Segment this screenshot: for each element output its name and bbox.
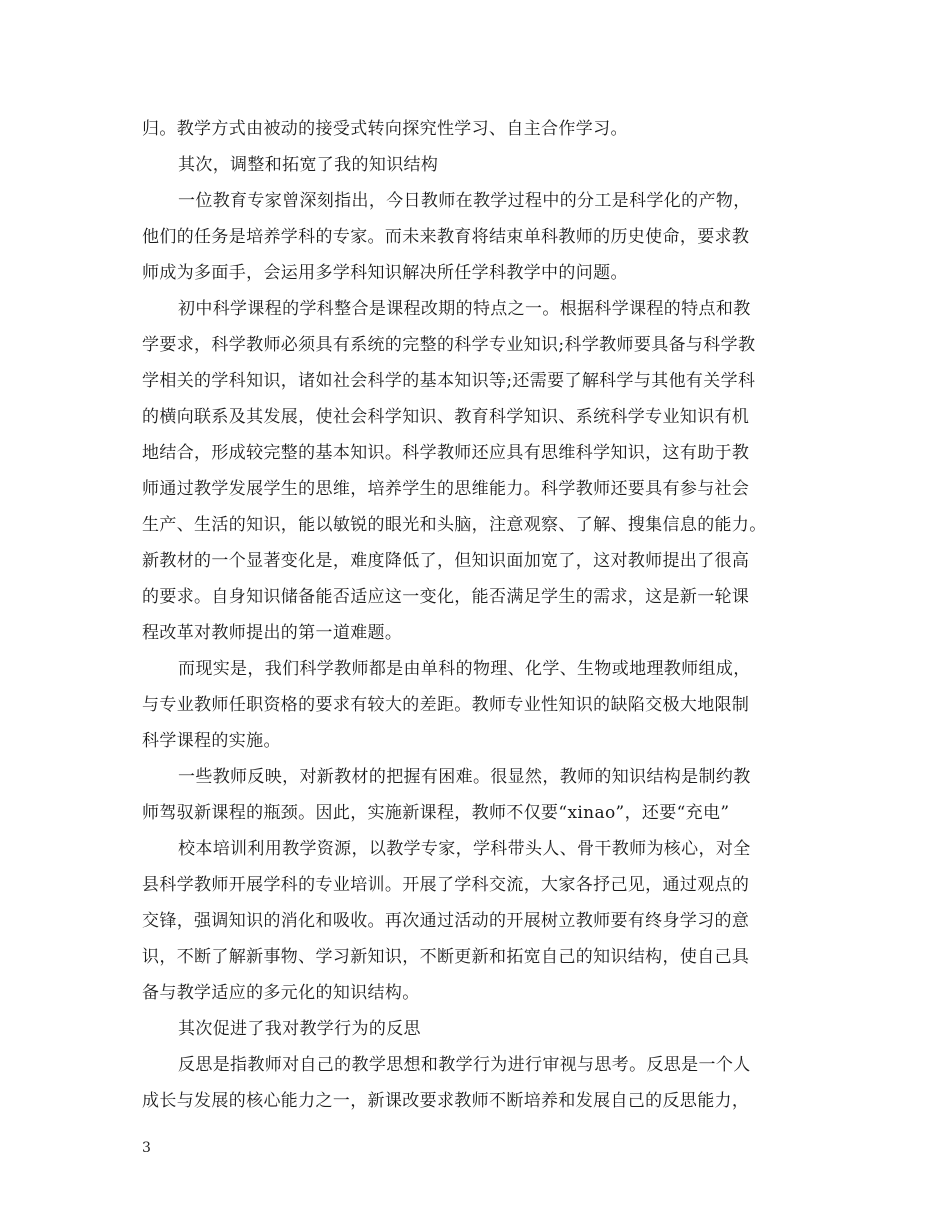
text-line-19: 一些教师反映，对新教材的把握有困难。很显然，教师的知识结构是制约教 (178, 767, 751, 787)
text-line-16: 而现实是，我们科学教师都是由单科的物理、化学、生物或地理教师组成， (178, 659, 751, 679)
text-line-5: 师成为多面手，会运用多学科知识解决所任学科教学中的问题。 (142, 263, 628, 283)
text-line-12: 生产、生活的知识，能以敏锐的眼光和头脑，注意观察、了解、搜集信息的能力。 (142, 515, 767, 535)
text-line-20: 师驾驭新课程的瓶颈。因此，实施新课程，教师不仅要“xinao”，还要“充电” (142, 803, 730, 823)
text-line-18: 科学课程的实施。 (142, 731, 281, 751)
text-line-13: 新教材的一个显著变化是，难度降低了，但知识面加宽了，这对教师提出了很高 (142, 551, 750, 571)
text-line-24: 识，不断了解新事物、学习新知识，不断更新和拓宽自己的知识结构，使自己具 (142, 947, 750, 967)
text-line-21: 校本培训利用教学资源，以教学专家，学科带头人、骨干教师为核心，对全 (178, 839, 751, 859)
page-number: 3 (142, 1140, 151, 1156)
text-line-6: 初中科学课程的学科整合是课程改期的特点之一。根据科学课程的特点和教 (178, 299, 751, 319)
text-line-9: 的横向联系及其发展，使社会科学知识、教育科学知识、系统科学专业知识有机 (142, 407, 750, 427)
text-line-7: 学要求，科学教师必须具有系统的完整的科学专业知识;科学教师要具备与科学教 (142, 335, 756, 355)
text-line-25: 备与教学适应的多元化的知识结构。 (142, 983, 420, 1003)
text-line-17: 与专业教师任职资格的要求有较大的差距。教师专业性知识的缺陷交极大地限制 (142, 695, 750, 715)
text-line-1: 归。教学方式由被动的接受式转向探究性学习、自主合作学习。 (142, 119, 628, 139)
text-line-23: 交锋，强调知识的消化和吸收。再次通过活动的开展树立教师要有终身学习的意 (142, 911, 750, 931)
text-line-8: 学相关的学科知识，诸如社会科学的基本知识等;还需要了解科学与其他有关学科 (142, 371, 756, 391)
text-line-28: 成长与发展的核心能力之一，新课改要求教师不断培养和发展自己的反思能力， (142, 1091, 750, 1111)
text-line-3: 一位教育专家曾深刻指出，今日教师在教学过程中的分工是科学化的产物， (178, 191, 751, 211)
text-line-11: 师通过教学发展学生的思维，培养学生的思维能力。科学教师还要具有参与社会 (142, 479, 750, 499)
text-line-27: 反思是指教师对自己的教学思想和教学行为进行审视与思考。反思是一个人 (178, 1055, 751, 1075)
text-line-26-heading: 其次促进了我对教学行为的反思 (178, 1019, 421, 1039)
text-line-4: 他们的任务是培养学科的专家。而未来教育将结束单科教师的历史使命，要求教 (142, 227, 750, 247)
text-line-10: 地结合，形成较完整的基本知识。科学教师还应具有思维科学知识，这有助于教 (142, 443, 750, 463)
text-line-2-heading: 其次，调整和拓宽了我的知识结构 (178, 155, 439, 175)
text-line-14: 的要求。自身知识储备能否适应这一变化，能否满足学生的需求，这是新一轮课 (142, 587, 750, 607)
text-line-22: 县科学教师开展学科的专业培训。开展了学科交流，大家各抒己见，通过观点的 (142, 875, 750, 895)
text-line-15: 程改革对教师提出的第一道难题。 (142, 623, 403, 643)
